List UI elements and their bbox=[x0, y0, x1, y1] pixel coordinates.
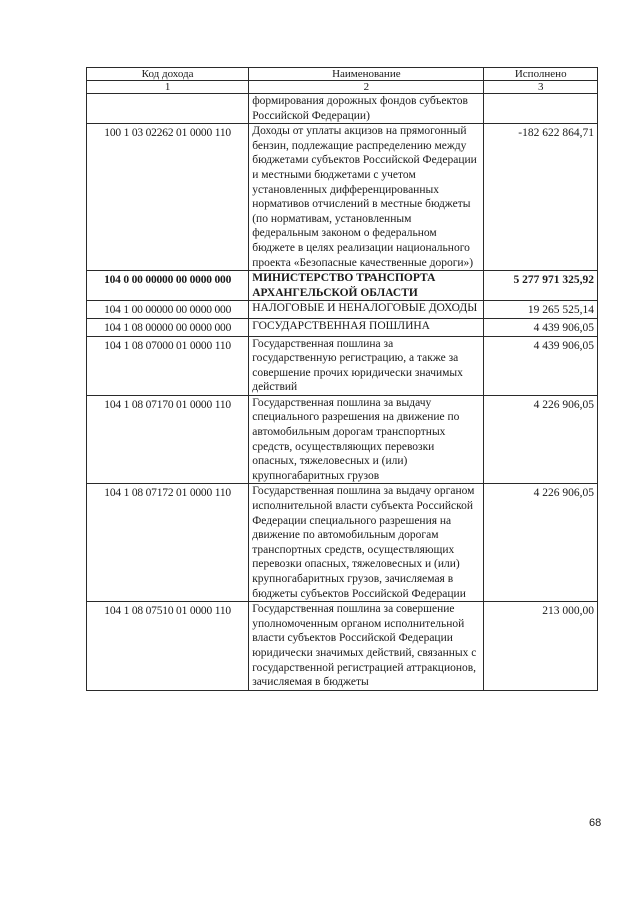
table-row bbox=[87, 602, 598, 691]
row-code-cell: 104 1 08 07510 01 0000 110 bbox=[87, 602, 249, 691]
row-name-cell: МИНИСТЕРСТВО ТРАНСПОРТА АРХАНГЕЛЬСКОЙ ОБЛАСТИ bbox=[249, 271, 484, 301]
row-code-cell: 104 1 08 07170 01 0000 110 bbox=[87, 395, 249, 484]
column-number-2: 2 bbox=[249, 81, 484, 94]
row-name-cell: формирования дорожных фондов субъектов Российской Федерации) bbox=[249, 94, 484, 124]
row-code-cell: 104 1 00 00000 00 0000 000 bbox=[87, 301, 249, 319]
row-amount-cell: 4 226 906,05 bbox=[484, 484, 598, 602]
row-name-cell: Государственная пошлина за выдачу специального разрешения на движение по автомобильным дорогам транспортных средств, осуществляющих перевозки опасных, тяжеловесных и (или) крупногабаритных грузов bbox=[249, 395, 484, 484]
column-number-1: 1 bbox=[87, 81, 249, 94]
table-row bbox=[87, 301, 598, 319]
column-number-3: 3 bbox=[484, 81, 598, 94]
row-code-cell: 104 1 08 07172 01 0000 110 bbox=[87, 484, 249, 602]
row-amount-cell bbox=[484, 94, 598, 124]
table-row bbox=[87, 318, 598, 336]
revenue-table bbox=[86, 67, 598, 691]
row-code-cell: 104 1 08 00000 00 0000 000 bbox=[87, 318, 249, 336]
row-name-cell: Доходы от уплаты акцизов на прямогонный бензин, подлежащие распределению между бюджетами субъектов Российской Федерации и местными бюджетами с учетом установленных дифференцированных нормативов отчислений в местные бюджеты (по нормативам, установленным федеральным законом о федеральном бюджете в целях реализации национального проекта «Безопасные качественные дороги») bbox=[249, 124, 484, 271]
row-amount-cell: 4 439 906,05 bbox=[484, 336, 598, 395]
row-name-cell: Государственная пошлина за государственную регистрацию, а также за совершение прочих юридически значимых действий bbox=[249, 336, 484, 395]
row-code-cell bbox=[87, 94, 249, 124]
table-row bbox=[87, 336, 598, 395]
table-header-row bbox=[87, 68, 598, 81]
row-code-cell: 104 1 08 07000 01 0000 110 bbox=[87, 336, 249, 395]
header-code: Код дохода bbox=[87, 68, 249, 81]
revenue-table-body bbox=[87, 68, 598, 691]
table-row bbox=[87, 94, 598, 124]
row-amount-cell: 19 265 525,14 bbox=[484, 301, 598, 319]
row-amount-cell: -182 622 864,71 bbox=[484, 124, 598, 271]
row-amount-cell: 4 226 906,05 bbox=[484, 395, 598, 484]
row-amount-cell: 4 439 906,05 bbox=[484, 318, 598, 336]
table-row bbox=[87, 395, 598, 484]
row-name-cell: НАЛОГОВЫЕ И НЕНАЛОГОВЫЕ ДОХОДЫ bbox=[249, 301, 484, 319]
header-name: Наименование bbox=[249, 68, 484, 81]
row-name-cell: Государственная пошлина за выдачу органом исполнительной власти субъекта Российской Федерации специального разрешения на движение по автомобильным дорогам транспортных средств, осуществляющих перевозки опасных, тяжеловесных и (или) крупногабаритных грузов, зачисляемая в бюджеты субъектов Российской Федерации bbox=[249, 484, 484, 602]
row-name-cell: Государственная пошлина за совершение уполномоченным органом исполнительной власти субъектов Российской Федерации юридически значимых действий, связанных с государственной регистрацией аттракционов, зачисляемая в бюджеты bbox=[249, 602, 484, 691]
row-name-cell: ГОСУДАРСТВЕННАЯ ПОШЛИНА bbox=[249, 318, 484, 336]
table-row bbox=[87, 124, 598, 271]
header-amount: Исполнено bbox=[484, 68, 598, 81]
row-code-cell: 100 1 03 02262 01 0000 110 bbox=[87, 124, 249, 271]
row-amount-cell: 5 277 971 325,92 bbox=[484, 271, 598, 301]
table-row bbox=[87, 484, 598, 602]
table-column-numbers-row bbox=[87, 81, 598, 94]
page-number: 68 bbox=[589, 817, 602, 829]
row-code-cell: 104 0 00 00000 00 0000 000 bbox=[87, 271, 249, 301]
row-amount-cell: 213 000,00 bbox=[484, 602, 598, 691]
table-row bbox=[87, 271, 598, 301]
